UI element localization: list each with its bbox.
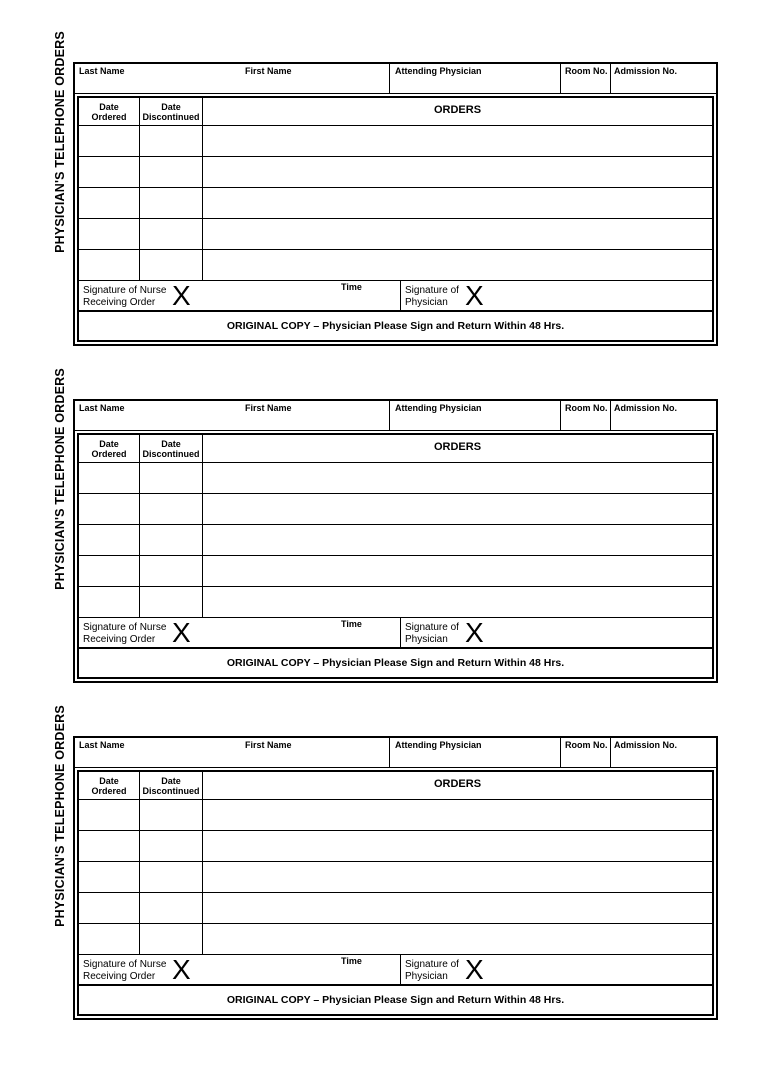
time-label: Time [341, 956, 362, 966]
order-text-cell[interactable] [203, 157, 712, 187]
order-row [79, 587, 712, 618]
room-no-field[interactable] [561, 401, 611, 430]
admission-no-field[interactable] [611, 401, 716, 430]
form-frame [73, 736, 718, 1020]
date-discontinued-cell[interactable] [140, 556, 203, 586]
patient-header [75, 64, 716, 94]
date-ordered-header: Date Ordered [79, 98, 140, 126]
original-copy-notice: ORIGINAL COPY – Physician Please Sign and Return Within 48 Hrs. [226, 320, 565, 332]
order-text-cell[interactable] [203, 494, 712, 524]
attending-physician-label: Attending Physician [395, 66, 482, 76]
date-discontinued-cell[interactable] [140, 463, 203, 493]
date-ordered-cell[interactable] [79, 556, 140, 586]
date-ordered-cell[interactable] [79, 893, 140, 923]
time-label: Time [341, 619, 362, 629]
physician-signature-label: Signature of Physician [405, 622, 459, 645]
first-name-label: First Name [245, 66, 292, 76]
order-text-cell[interactable] [203, 126, 712, 156]
signature-row [79, 955, 712, 986]
orders-header: ORDERS [203, 435, 712, 463]
order-text-cell[interactable] [203, 463, 712, 493]
name-field[interactable] [75, 64, 390, 93]
order-text-cell[interactable] [203, 587, 712, 617]
form-frame [73, 399, 718, 683]
side-title: PHYSICIAN'S TELEPHONE ORDERS [53, 368, 67, 590]
nurse-sign-x-mark: X [172, 954, 191, 985]
order-row [79, 924, 712, 955]
nurse-signature-label: Signature of Nurse Receiving Order [83, 959, 167, 982]
date-ordered-cell[interactable] [79, 525, 140, 555]
name-field[interactable] [75, 401, 390, 430]
date-discontinued-header: Date Discontinued [140, 435, 203, 463]
nurse-signature-label: Signature of Nurse Receiving Order [83, 285, 167, 308]
order-text-cell[interactable] [203, 556, 712, 586]
room-no-label: Room No. [565, 403, 608, 413]
order-row [79, 862, 712, 893]
nurse-signature-label: Signature of Nurse Receiving Order [83, 622, 167, 645]
physician-sign-x-mark: X [465, 617, 484, 648]
last-name-label: Last Name [79, 403, 125, 413]
telephone-order-form [0, 674, 772, 1006]
order-row [79, 494, 712, 525]
attending-physician-label: Attending Physician [395, 403, 482, 413]
orders-header: ORDERS [203, 98, 712, 126]
date-ordered-cell[interactable] [79, 494, 140, 524]
order-text-cell[interactable] [203, 800, 712, 830]
order-text-cell[interactable] [203, 525, 712, 555]
telephone-order-form [0, 337, 772, 669]
physician-sign-x-mark: X [465, 280, 484, 311]
date-ordered-cell[interactable] [79, 924, 140, 954]
order-text-cell[interactable] [203, 862, 712, 892]
last-name-label: Last Name [79, 66, 125, 76]
date-discontinued-cell[interactable] [140, 893, 203, 923]
room-no-label: Room No. [565, 740, 608, 750]
date-discontinued-cell[interactable] [140, 250, 203, 280]
order-row [79, 157, 712, 188]
nurse-signature-field[interactable] [79, 618, 401, 647]
form-frame [73, 62, 718, 346]
order-row [79, 556, 712, 587]
date-ordered-cell[interactable] [79, 250, 140, 280]
attending-physician-field[interactable] [390, 64, 561, 93]
date-discontinued-cell[interactable] [140, 800, 203, 830]
date-discontinued-cell[interactable] [140, 219, 203, 249]
physician-signature-label: Signature of Physician [405, 285, 459, 308]
order-text-cell[interactable] [203, 893, 712, 923]
order-text-cell[interactable] [203, 250, 712, 280]
first-name-label: First Name [245, 403, 292, 413]
order-text-cell[interactable] [203, 924, 712, 954]
first-name-label: First Name [245, 740, 292, 750]
date-discontinued-cell[interactable] [140, 494, 203, 524]
date-ordered-header: Date Ordered [79, 772, 140, 800]
date-discontinued-cell[interactable] [140, 862, 203, 892]
order-row [79, 250, 712, 281]
patient-header [75, 401, 716, 431]
order-row [79, 219, 712, 250]
order-text-cell[interactable] [203, 831, 712, 861]
last-name-label: Last Name [79, 740, 125, 750]
attending-physician-field[interactable] [390, 401, 561, 430]
admission-no-field[interactable] [611, 64, 716, 93]
side-title: PHYSICIAN'S TELEPHONE ORDERS [53, 31, 67, 253]
physician-signature-field[interactable] [401, 618, 712, 647]
orders-box [77, 96, 714, 342]
date-ordered-cell[interactable] [79, 157, 140, 187]
date-discontinued-cell[interactable] [140, 126, 203, 156]
nurse-signature-field[interactable] [79, 281, 401, 310]
original-copy-notice: ORIGINAL COPY – Physician Please Sign and Return Within 48 Hrs. [226, 994, 565, 1006]
order-row [79, 188, 712, 219]
date-discontinued-cell[interactable] [140, 157, 203, 187]
date-ordered-cell[interactable] [79, 188, 140, 218]
attending-physician-field[interactable] [390, 738, 561, 767]
room-no-label: Room No. [565, 66, 608, 76]
order-row [79, 525, 712, 556]
physician-sign-x-mark: X [465, 954, 484, 985]
orders-header: ORDERS [203, 772, 712, 800]
patient-header [75, 738, 716, 768]
order-row [79, 126, 712, 157]
order-row [79, 463, 712, 494]
original-copy-notice: ORIGINAL COPY – Physician Please Sign and Return Within 48 Hrs. [226, 657, 565, 669]
side-title: PHYSICIAN'S TELEPHONE ORDERS [53, 705, 67, 927]
order-text-cell[interactable] [203, 219, 712, 249]
date-ordered-cell[interactable] [79, 126, 140, 156]
date-ordered-cell[interactable] [79, 800, 140, 830]
date-ordered-cell[interactable] [79, 862, 140, 892]
orders-box [77, 770, 714, 1016]
date-ordered-cell[interactable] [79, 219, 140, 249]
room-no-field[interactable] [561, 738, 611, 767]
date-discontinued-cell[interactable] [140, 525, 203, 555]
date-discontinued-cell[interactable] [140, 831, 203, 861]
order-row [79, 893, 712, 924]
admission-no-label: Admission No. [614, 66, 678, 76]
physician-signature-label: Signature of Physician [405, 959, 459, 982]
signature-row [79, 618, 712, 649]
admission-no-label: Admission No. [614, 740, 678, 750]
admission-no-label: Admission No. [614, 403, 678, 413]
orders-box [77, 433, 714, 679]
name-field[interactable] [75, 738, 390, 767]
date-ordered-cell[interactable] [79, 463, 140, 493]
time-label: Time [341, 282, 362, 292]
date-ordered-cell[interactable] [79, 831, 140, 861]
signature-row [79, 281, 712, 312]
order-text-cell[interactable] [203, 188, 712, 218]
date-discontinued-header: Date Discontinued [140, 98, 203, 126]
physician-signature-field[interactable] [401, 281, 712, 310]
nurse-sign-x-mark: X [172, 280, 191, 311]
attending-physician-label: Attending Physician [395, 740, 482, 750]
room-no-field[interactable] [561, 64, 611, 93]
physician-signature-field[interactable] [401, 955, 712, 984]
date-ordered-header: Date Ordered [79, 435, 140, 463]
date-discontinued-cell[interactable] [140, 188, 203, 218]
order-row [79, 831, 712, 862]
order-row [79, 800, 712, 831]
nurse-signature-field[interactable] [79, 955, 401, 984]
date-ordered-cell[interactable] [79, 587, 140, 617]
nurse-sign-x-mark: X [172, 617, 191, 648]
date-discontinued-header: Date Discontinued [140, 772, 203, 800]
admission-no-field[interactable] [611, 738, 716, 767]
date-discontinued-cell[interactable] [140, 924, 203, 954]
date-discontinued-cell[interactable] [140, 587, 203, 617]
telephone-order-form [0, 0, 772, 332]
